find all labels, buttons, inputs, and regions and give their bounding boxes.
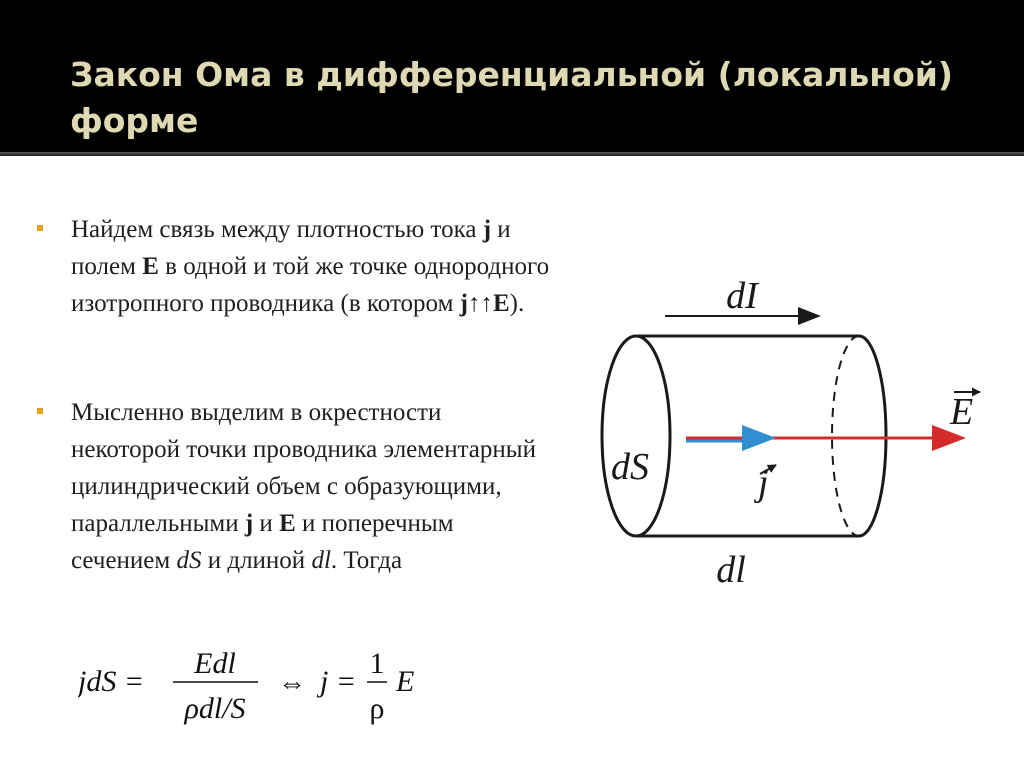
formula-one: 1 [369, 647, 385, 680]
area-label: dS [611, 446, 649, 488]
cylinder-diagram [594, 268, 1014, 596]
length-label: dl [716, 549, 746, 591]
ohm-law-formula [78, 642, 438, 738]
cylinder-front-face [602, 336, 670, 536]
formula-denominator: ρdl/S [184, 692, 246, 725]
current-label: dI [726, 275, 758, 317]
cylinder-back-face-visible [859, 336, 886, 536]
bullet-text: Найдем связь между плотностью тока j и полем E в одной и той же точке однородного изотропного проводника (в котором j↑↑E). [71, 216, 550, 317]
field-label: E [950, 391, 974, 433]
formula-lhs: jdS = [78, 665, 145, 698]
formula-rho: ρ [369, 692, 385, 725]
density-arrow-head [742, 425, 776, 451]
equivalence-sign: ⇔ [278, 668, 306, 699]
formula-E: E [396, 665, 415, 698]
bullet-item [34, 211, 554, 322]
bullet-text: Мысленно выделим в окрестности некоторой точки проводника элементарный цилиндрический объем с образующими, параллельными j и E и поперечным сечением dS и длиной dl. Тогда [71, 399, 536, 574]
slide-header [0, 0, 1024, 152]
cylinder-back-face-hidden [832, 336, 859, 536]
bullet-square-icon [37, 225, 43, 231]
slide-title: Закон Ома в дифференциальной (локальной) форме [70, 55, 953, 140]
formula-numerator: Edl [194, 647, 236, 680]
density-label: j [758, 462, 769, 504]
current-arrow-head [798, 307, 821, 325]
bullet-item [34, 394, 554, 579]
slide-content [0, 156, 1024, 767]
formula-j-equals: j = [320, 665, 357, 698]
bullet-square-icon [37, 408, 43, 414]
